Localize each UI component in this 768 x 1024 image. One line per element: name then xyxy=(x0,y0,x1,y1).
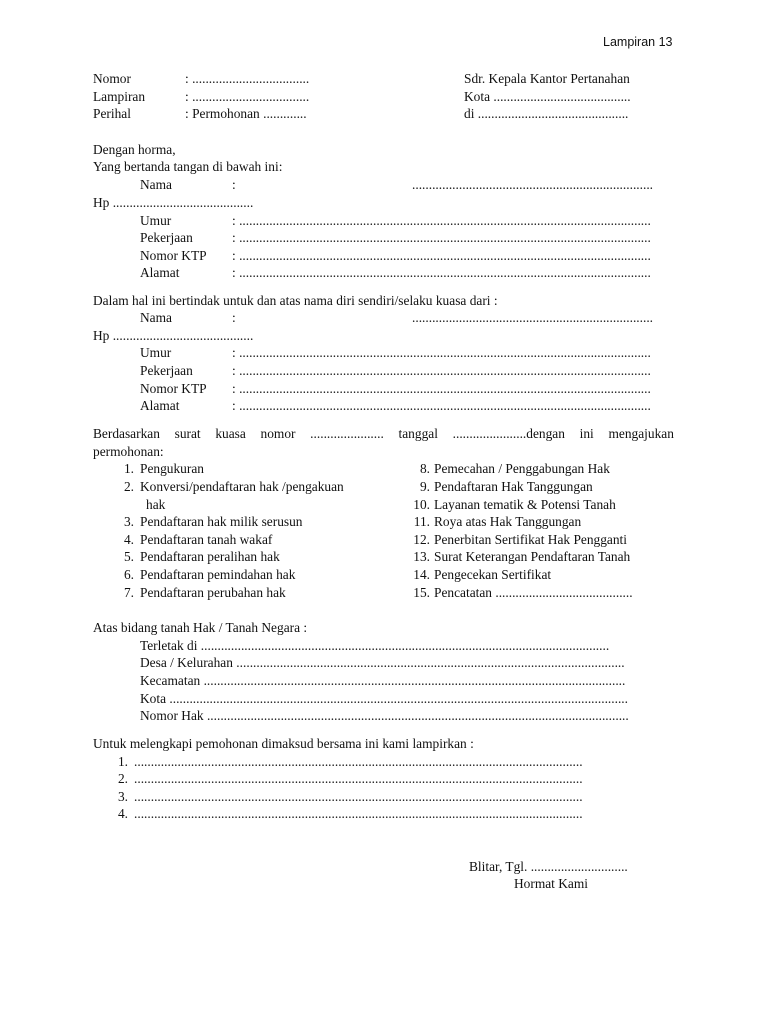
principal-pekerjaan xyxy=(140,363,651,379)
land-nomor-hak: Nomor Hak .............................................................................................................................. xyxy=(140,708,629,723)
header-lampiran xyxy=(93,89,309,105)
applicant-ktp-label: Nomor KTP xyxy=(140,248,207,263)
request-item: 12. Penerbitan Sertifikat Hak Pengganti xyxy=(413,532,628,547)
header-nomor-value: : ................................... xyxy=(185,71,310,86)
applicant-alamat-value: : ........................................................................................................................... xyxy=(232,265,651,280)
principal-alamat xyxy=(140,398,651,414)
header-lampiran-label: Lampiran xyxy=(93,89,146,104)
principal-umur-value: : ........................................................................................................................... xyxy=(232,345,651,360)
power-word: ini xyxy=(579,426,594,441)
attachment-line: 3. ...................................................................................................................................... xyxy=(117,789,583,804)
request-item: 8. Pemecahan / Penggabungan Hak xyxy=(419,461,610,476)
request-item: 7. Pendaftaran perubahan hak xyxy=(123,585,286,600)
land-intro: Atas bidang tanah Hak / Tanah Negara : xyxy=(93,620,308,635)
header-lampiran-value: : ................................... xyxy=(185,89,310,104)
recipient-city: Kota ......................................... xyxy=(464,89,631,104)
power-continuation: permohonan: xyxy=(93,444,164,459)
request-item: 10. Layanan tematik & Potensi Tanah xyxy=(413,497,616,512)
principal-nama-colon: : xyxy=(232,310,236,325)
salutation: Dengan horma, xyxy=(93,142,176,157)
principal-alamat-label: Alamat xyxy=(140,398,180,413)
request-item: 11. Roya atas Hak Tanggungan xyxy=(413,514,582,529)
principal-nama-label: Nama xyxy=(140,310,172,325)
request-item: 2. Konversi/pendaftaran hak /pengakuan xyxy=(123,479,344,494)
principal-ktp-label: Nomor KTP xyxy=(140,381,207,396)
request-item: 15. Pencatatan ......................................... xyxy=(413,585,633,600)
power-word: surat xyxy=(174,426,201,441)
power-word: Berdasarkan xyxy=(93,426,160,441)
attachment-number: Lampiran 13 xyxy=(603,35,673,49)
applicant-ktp-value: : ........................................................................................................................... xyxy=(232,248,651,263)
applicant-pekerjaan-value: : ........................................................................................................................... xyxy=(232,230,651,245)
applicant-nama-label: Nama xyxy=(140,177,172,192)
applicant-pekerjaan xyxy=(140,230,651,246)
request-item: 5. Pendaftaran peralihan hak xyxy=(123,549,280,564)
recipient-title: Sdr. Kepala Kantor Pertanahan xyxy=(464,71,630,86)
attachment-line: 1. ...................................................................................................................................... xyxy=(117,754,583,769)
request-item: 4. Pendaftaran tanah wakaf xyxy=(123,532,273,547)
request-item: 6. Pendaftaran pemindahan hak xyxy=(123,567,296,582)
power-word: nomor xyxy=(260,426,296,441)
attachments-intro: Untuk melengkapi pemohonan dimaksud bersama ini kami lampirkan : xyxy=(93,736,474,751)
applicant-hp: Hp .......................................... xyxy=(93,195,254,210)
power-word: ......................dengan xyxy=(452,426,565,441)
land-kota: Kota ......................................................................................................................................... xyxy=(140,691,629,706)
request-item: 1. Pengukuran xyxy=(123,461,204,476)
applicant-ktp xyxy=(140,248,651,264)
principal-hp: Hp .......................................... xyxy=(93,328,254,343)
applicant-umur-value: : ........................................................................................................................... xyxy=(232,213,651,228)
applicant-umur-label: Umur xyxy=(140,213,172,228)
request-item: 9. Pendaftaran Hak Tanggungan xyxy=(419,479,593,494)
principal-ktp xyxy=(140,381,651,397)
header-perihal xyxy=(93,106,307,122)
power-word: mengajukan xyxy=(608,426,674,441)
principal-alamat-value: : ........................................................................................................................... xyxy=(232,398,651,413)
land-desa: Desa / Kelurahan .................................................................................................................... xyxy=(140,655,625,670)
applicant-umur xyxy=(140,213,651,229)
principal-ktp-value: : ........................................................................................................................... xyxy=(232,381,651,396)
behalf-intro: Dalam hal ini bertindak untuk dan atas nama diri sendiri/selaku kuasa dari : xyxy=(93,293,498,308)
header-nomor-label: Nomor xyxy=(93,71,131,86)
power-of-attorney-line xyxy=(93,426,674,442)
power-word: tanggal xyxy=(398,426,438,441)
applicant-nama-colon: : xyxy=(232,177,236,192)
header-nomor xyxy=(93,71,309,87)
header-perihal-label: Perihal xyxy=(93,106,131,121)
attachment-line: 4. ...................................................................................................................................... xyxy=(117,806,583,821)
applicant-nama-dots: ........................................................................ xyxy=(412,177,654,192)
land-terletak: Terletak di .......................................................................................................................... xyxy=(140,638,610,653)
signature-closing: Hormat Kami xyxy=(514,876,589,891)
applicant-pekerjaan-label: Pekerjaan xyxy=(140,230,193,245)
principal-nama-dots: ........................................................................ xyxy=(412,310,654,325)
request-item: 14. Pengecekan Sertifikat xyxy=(413,567,552,582)
applicant-alamat-label: Alamat xyxy=(140,265,180,280)
signature-place-date: Blitar, Tgl. ............................. xyxy=(469,859,628,874)
applicant-alamat xyxy=(140,265,651,281)
principal-pekerjaan-value: : ........................................................................................................................... xyxy=(232,363,651,378)
power-word: ...................... xyxy=(310,426,384,441)
principal-umur-label: Umur xyxy=(140,345,172,360)
principal-umur xyxy=(140,345,651,361)
power-word: kuasa xyxy=(215,426,246,441)
recipient-location: di ............................................. xyxy=(464,106,629,121)
intro-text: Yang bertanda tangan di bawah ini: xyxy=(93,159,283,174)
land-kecamatan: Kecamatan .............................................................................................................................. xyxy=(140,673,626,688)
request-item: 3. Pendaftaran hak milik serusun xyxy=(123,514,303,529)
header-perihal-value: : Permohonan ............. xyxy=(185,106,307,121)
request-item: 13. Surat Keterangan Pendaftaran Tanah xyxy=(413,549,631,564)
request-item-continuation: hak xyxy=(146,497,166,512)
principal-pekerjaan-label: Pekerjaan xyxy=(140,363,193,378)
attachment-line: 2. ...................................................................................................................................... xyxy=(117,771,583,786)
